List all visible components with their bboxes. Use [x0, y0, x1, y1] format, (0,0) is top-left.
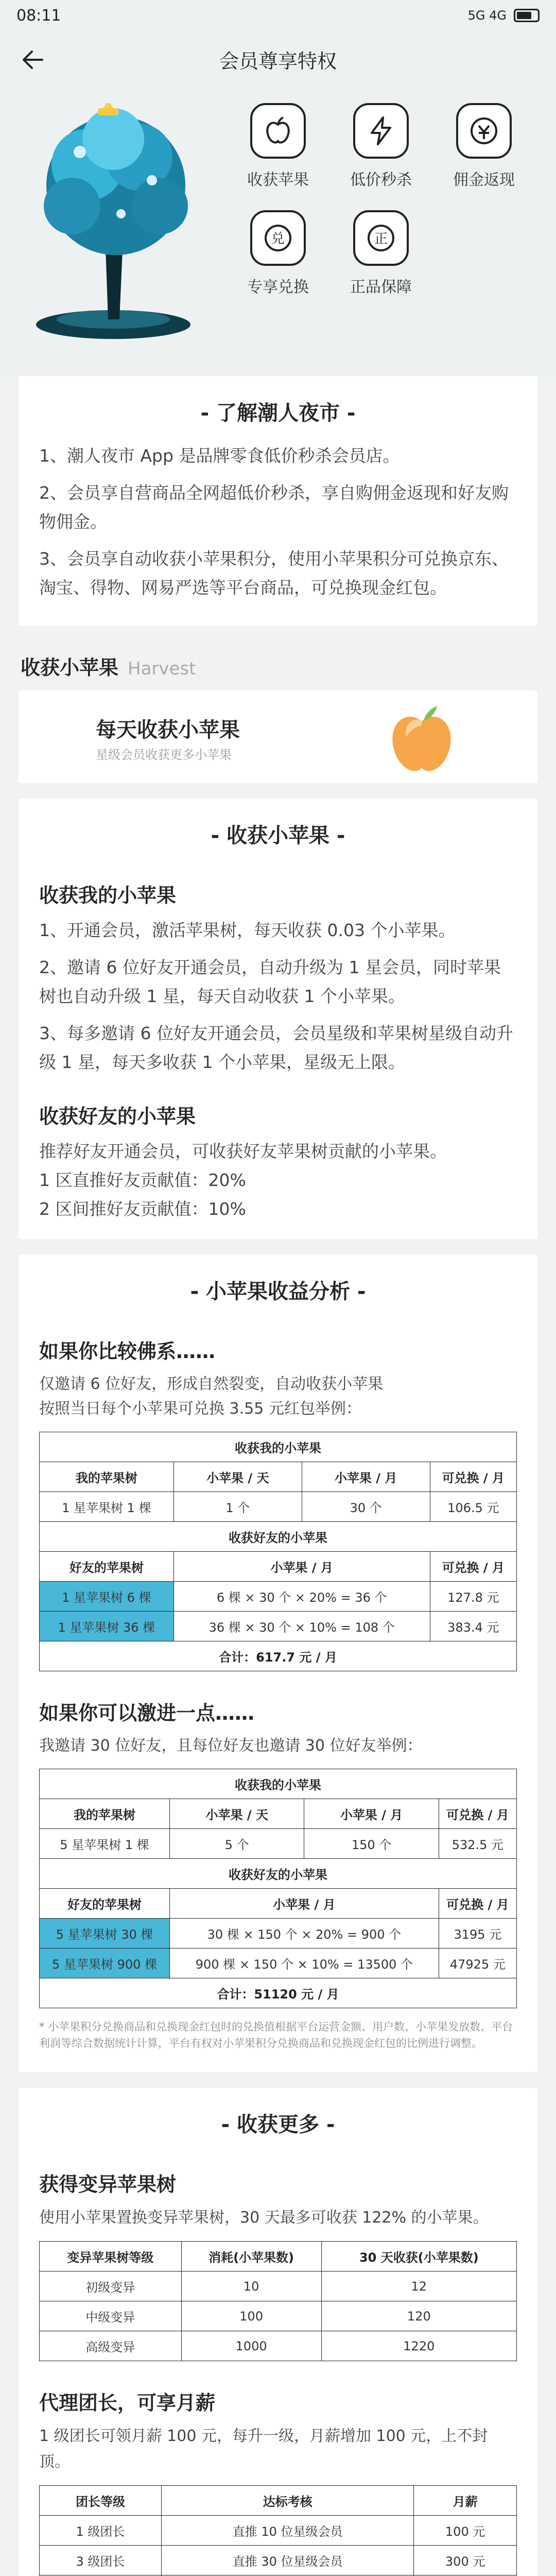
hero-section: [0, 88, 556, 376]
table-cell: 初级变异: [40, 2272, 182, 2301]
signal-indicator: 5G 4G: [467, 8, 507, 23]
table-header: 小苹果 / 月: [302, 1462, 430, 1492]
table-header: 小苹果 / 月: [173, 1552, 430, 1582]
friends-apples-item: 2 区间推好友贡献值：10%: [39, 1199, 246, 1219]
apple-icon: [250, 103, 306, 159]
analysis-title: - 小苹果收益分析 -: [19, 1255, 537, 1320]
harvest-heading-en: Harvest: [128, 658, 196, 679]
intro-item: 1、潮人夜市 App 是品牌零食低价秒杀会员店。: [39, 446, 400, 466]
table-cell: 高级变异: [40, 2331, 182, 2361]
table-cell: 150 个: [304, 1829, 439, 1859]
intro-title: - 了解潮人夜市 -: [19, 376, 537, 442]
upgrade-desc: 使用小苹果置换变异苹果树，30 天最多可收获 122% 的小苹果。: [39, 2209, 489, 2227]
analysis-card: [19, 1255, 537, 2072]
feature-label: 收获苹果: [247, 171, 309, 189]
table-cell: 30 个: [302, 1492, 430, 1522]
table-cell: 10: [181, 2272, 321, 2301]
table-cell: 直推 30 位星级会员: [161, 2546, 413, 2575]
table-caption: 收获我的小苹果: [40, 1432, 517, 1462]
table-cell: 120: [321, 2301, 516, 2331]
table-header: 小苹果 / 天: [170, 1799, 304, 1829]
table-cell: 532.5 元: [439, 1829, 516, 1859]
table-cell: 1220: [321, 2331, 516, 2361]
friends-apples-item: 1 区直推好友贡献值：20%: [39, 1170, 246, 1190]
authentic-guarantee-icon: [353, 210, 409, 266]
navbar: [0, 31, 556, 88]
table-cell: 1 星苹果树 6 棵: [40, 1582, 174, 1612]
table-header: 小苹果 / 月: [304, 1799, 439, 1829]
friends-apples-list: [19, 1137, 537, 1224]
table-header: 变异苹果树等级: [40, 2242, 182, 2272]
table-cell: 100: [181, 2301, 321, 2331]
more-harvest-card: [19, 2088, 537, 2576]
my-apples-item: 2、邀请 6 位好友开通会员，自动升级为 1 星会员，同时苹果树也自动升级 1 星，每天自动收获 1 个小苹果。: [39, 957, 501, 1006]
table-cell: 中级变异: [40, 2301, 182, 2331]
table-cell: 3 级团长: [40, 2546, 162, 2575]
intro-card: [19, 376, 537, 626]
page-title: 会员尊享特权: [219, 49, 337, 73]
table-cell: 1 星苹果树 1 棵: [40, 1492, 174, 1522]
table-header: 我的苹果树: [40, 1799, 170, 1829]
feature-harvest-apple[interactable]: [227, 103, 329, 190]
my-apples-list: [19, 916, 537, 1077]
table-row: [40, 1919, 517, 1948]
harvest-detail-card: [19, 799, 537, 1239]
battery-icon: [514, 9, 540, 22]
table-row: [40, 2516, 517, 2546]
agent-title: 代理团长，可享月薪: [39, 2392, 216, 2414]
table-cell: 30 棵 × 150 个 × 20% = 900 个: [170, 1919, 439, 1948]
table-header: 可兑换 / 月: [430, 1462, 516, 1492]
feature-label: 低价秒杀: [350, 171, 412, 189]
flash-sale-icon: [353, 103, 409, 159]
table-cell: 383.4 元: [430, 1612, 516, 1641]
case2-table: [39, 1769, 517, 2008]
harvest-detail-title: - 收获小苹果 -: [19, 799, 537, 864]
table-header: 小苹果 / 月: [170, 1889, 439, 1919]
intro-item: 3、会员享自动收获小苹果积分，使用小苹果积分可兑换京东、淘宝、得物、网易严选等平台商品，可兑换现金红包。: [39, 549, 509, 598]
table-cell: 300 元: [414, 2546, 517, 2575]
table-cell: 36 棵 × 30 个 × 10% = 108 个: [173, 1612, 430, 1641]
feature-label: 正品保障: [350, 278, 412, 296]
back-arrow-icon[interactable]: [21, 47, 45, 72]
table-header: 达标考核: [161, 2486, 413, 2516]
svg-text:正: 正: [374, 231, 388, 247]
table-row: [40, 1492, 517, 1522]
table-cell: 3195 元: [439, 1919, 516, 1948]
table-row: [40, 2546, 517, 2575]
harvest-heading: [21, 652, 535, 680]
feature-authentic[interactable]: [329, 210, 432, 297]
status-time: 08:11: [16, 6, 61, 25]
feature-label: 佣金返现: [453, 171, 515, 189]
table-cell: 900 棵 × 150 个 × 10% = 13500 个: [170, 1948, 439, 1978]
table-cell: 5 星苹果树 900 棵: [40, 1948, 170, 1978]
table-header: 可兑换 / 月: [430, 1552, 516, 1582]
agent-desc: 1 级团长可领月薪 100 元，每升一级，月薪增加 100 元，上不封顶。: [39, 2427, 488, 2471]
feature-label: 专享兑换: [247, 278, 309, 296]
case1-title: 如果你比较佛系……: [39, 1340, 216, 1363]
table-header: 可兑换 / 月: [439, 1799, 516, 1829]
harvest-banner[interactable]: [19, 690, 537, 783]
table-caption: 收获好友的小苹果: [40, 1859, 517, 1889]
table-cell: 106.5 元: [430, 1492, 516, 1522]
table-header: 可兑换 / 月: [439, 1889, 516, 1919]
table-cell: 5 个: [170, 1829, 304, 1859]
friends-apples-item: 推荐好友开通会员，可收获好友苹果树贡献的小苹果。: [39, 1141, 447, 1161]
exchange-icon: [250, 210, 306, 266]
my-apples-item: 1、开通会员，激活苹果树，每天收获 0.03 个小苹果。: [39, 920, 456, 940]
table-cell: 6 棵 × 30 个 × 20% = 36 个: [173, 1582, 430, 1612]
harvest-heading-text: 收获小苹果: [21, 656, 119, 679]
table-total: 合计：617.7 元 / 月: [40, 1641, 517, 1671]
table-row: [40, 2331, 517, 2361]
harvest-banner-subtitle: 星级会员收获更多小苹果: [96, 748, 232, 762]
table-header: 好友的苹果树: [40, 1889, 170, 1919]
status-bar: [0, 0, 556, 31]
feature-exchange[interactable]: [227, 210, 329, 297]
upgrade-table: [39, 2241, 517, 2361]
table-cell: 1000: [181, 2331, 321, 2361]
feature-flash-sale[interactable]: [329, 103, 432, 190]
cashback-icon: [456, 103, 512, 159]
table-row: [40, 1829, 517, 1859]
table-row: [40, 1582, 517, 1612]
table-cell: 47925 元: [439, 1948, 516, 1978]
table-cell: 5 星苹果树 1 棵: [40, 1829, 170, 1859]
apple-tree-illustration: [31, 103, 201, 345]
upgrade-title: 获得变异苹果树: [39, 2173, 177, 2196]
table-cell: 127.8 元: [430, 1582, 516, 1612]
analysis-note: * 小苹果积分兑换商品和兑换现金红包时的兑换值根据平台运营金额、用户数、小苹果发放数、平台利润等综合数据统计计算，平台有权对小苹果积分兑换商品和兑换现金红包的比例进行调整。: [39, 2021, 513, 2049]
table-header: 团长等级: [40, 2486, 162, 2516]
my-apples-title: 收获我的小苹果: [39, 884, 177, 907]
case1-table: [39, 1432, 517, 1671]
table-cell: 1 个: [173, 1492, 302, 1522]
table-cell: 直推 10 位星级会员: [161, 2516, 413, 2546]
table-cell: 12: [321, 2272, 516, 2301]
table-cell: 100 元: [414, 2516, 517, 2546]
table-header: 30 天收获(小苹果数): [321, 2242, 516, 2272]
table-cell: 1 级团长: [40, 2516, 162, 2546]
apple-icon: [383, 701, 460, 778]
table-total: 合计：51120 元 / 月: [40, 1978, 517, 2008]
table-caption: 收获好友的小苹果: [40, 1522, 517, 1552]
table-header: 月薪: [414, 2486, 517, 2516]
table-cell: 1 星苹果树 36 棵: [40, 1612, 174, 1641]
table-row: [40, 1948, 517, 1978]
table-row: [40, 2301, 517, 2331]
case1-desc: 仅邀请 6 位好友，形成自然裂变，自动收获小苹果 按照当日每个小苹果可兑换 3.55 元红包举例：: [39, 1375, 384, 1418]
table-header: 消耗(小苹果数): [181, 2242, 321, 2272]
friends-apples-title: 收获好友的小苹果: [39, 1105, 196, 1128]
table-cell: 5 星苹果树 30 棵: [40, 1919, 170, 1948]
harvest-banner-title: 每天收获小苹果: [96, 718, 240, 742]
table-header: 好友的苹果树: [40, 1552, 174, 1582]
table-header: 小苹果 / 天: [173, 1462, 302, 1492]
feature-cashback[interactable]: [432, 103, 535, 190]
intro-list: [19, 442, 537, 602]
table-header: 我的苹果树: [40, 1462, 174, 1492]
case2-title: 如果你可以激进一点……: [39, 1702, 255, 1724]
my-apples-item: 3、每多邀请 6 位好友开通会员，会员星级和苹果树星级自动升级 1 星，每天多收获 1 个小苹果，星级无上限。: [39, 1023, 513, 1072]
case2-desc: 我邀请 30 位好友，且每位好友也邀请 30 位好友举例：: [39, 1737, 423, 1755]
more-harvest-title: - 收获更多 -: [19, 2088, 537, 2153]
table-caption: 收获我的小苹果: [40, 1769, 517, 1799]
table-row: [40, 1612, 517, 1641]
feature-grid: [227, 103, 541, 297]
table-row: [40, 2272, 517, 2301]
intro-item: 2、会员享自营商品全网超低价秒杀，享自购佣金返现和好友购物佣金。: [39, 483, 509, 532]
agent-table: [39, 2485, 517, 2576]
svg-text:兑: 兑: [271, 231, 285, 247]
